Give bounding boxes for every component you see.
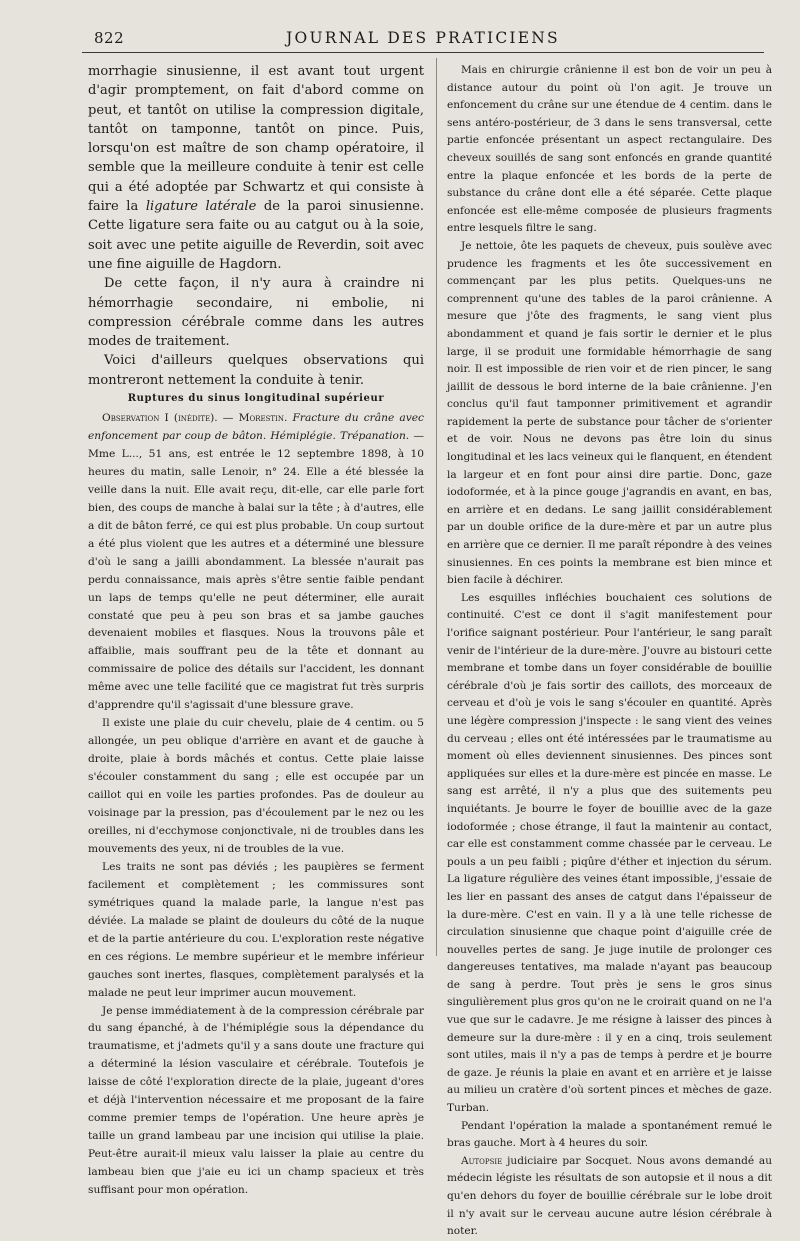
paragraph-text: judiciaire par Socquet. Nous avons demandé au médecin légiste les résultats de son autopsie et il nous a dit qu'en dehors du foyer de bouillie cérébrale sur le lobe droit il n'y avait sur le cerveau aucune autre lésion cérébrale à noter.: [447, 1154, 773, 1238]
left-column: [88, 62, 424, 1199]
column-divider: [436, 58, 437, 956]
right-column: [447, 62, 772, 1241]
observation-text: [88, 409, 424, 1199]
paragraph: Pendant l'opération la malade a spontanément remué le bras gauche. Mort à 4 heures du soir.: [447, 1119, 772, 1150]
observation-label: Observation I (inédite). —: [102, 411, 234, 425]
paragraph: [88, 62, 424, 274]
paragraph: [447, 1153, 772, 1241]
paragraph-text: morrhagie sinusienne, il est avant tout urgent d'agir promptement, on fait d'abord comme on peut, et tantôt on utilise la compression digitale, tantôt on tamponne, tantôt on pince. Puis, lorsqu'on est maître de son champ opératoire, il semble que la meilleure conduite à tenir est celle qui a été adoptée par Schwartz et qui consiste à faire la: [88, 64, 424, 215]
paragraph: Voici d'ailleurs quelques observations qui montreront nettement la conduite à tenir.: [88, 353, 424, 388]
paragraph: Les esquilles infléchies bouchaient ces solutions de continuité. C'est ce dont il s'agit manifestement pour l'orifice saignant postérieur. Pour l'antérieur, le sang paraît venir de l'intérieur de la dure-mère. J'ouvre au bistouri cette membrane et tombe dans un foyer considérable de bouillie cérébrale d'où je fais sortir des caillots, des morceaux de cerveau et d'où je vois le sang s'écouler en quantité. Après une légère compression j'inspecte : le sang vient des veines du cerveau ; elles ont été intéressées par le traumatisme au moment où elles deviennent sinusiennes. Des pinces sont appliquées sur elles et la dure-mère est pincée en masse. Le sang est arrêté, il n'y a plus que des suitements peu inquiétants. Je bourre le foyer de bouillie avec de la gaze iodoformée ; chose étrange, il faut la maintenir au contact, car elle est constamment comme chassée par le cerveau. Le pouls a un peu faibli ; piqûre d'éther et injection du sérum. La ligature régulière des veines étant impossible, j'essaie de les lier en passant des anses de catgut dans l'épaisseur de la dure-mère. C'est en vain. Il y a là une telle richesse de circulation sinusienne que chaque point d'aiguille crée de nouvelles pertes de sang. Je juge inutile de prolonger ces dangereuses tentatives, ma malade n'ayant pas beaucoup de sang à perdre. Tout près je sens le gros sinus singulièrement plus gros qu'on ne le croirait quand on ne l'a vue que sur le cadavre. Je me résigne à laisser des pinces à demeure sur la dure-mère : il y en a cinq, trois seulement sont utiles, mais il n'y a pas de temps à perdre et je bourre de gaze. Je réunis la plaie en avant et en arrière et je laisse au milieu un cratère d'où sortent pinces et mèches de gaze. Turban.: [447, 591, 772, 1115]
paragraph-text: — Mme L..., 51 ans, est entrée le 12 septembre 1898, à 10 heures du matin, salle Lenoir, n° 24. Elle a été blessée la veille dans la nuit. Elle avait reçu, dit-elle, car elle parle fort bien, des coups de manche à balai sur la tête ; à d'autres, elle a dit de bâton ferré, ce qui est plus probable. Un coup surtout a été plus violent que les autres et a déterminé une blessure d'où le sang a jailli abondamment. La blessée n'aurait pas perdu connaissance, mais après s'être sentie faible pendant un laps de temps qu'elle ne peut déterminer, elle aurait constaté que peu à peu son bras et sa jambe gauches devenaient mobiles et flasques. Nous la trouvons pâle et affaiblie, mais souffrant peu de la tête et donnant au commissaire de police des détails sur l'accident, les donnant même avec une telle facilité que ce magistrat fut très surpris d'apprendre qu'il s'agissait d'une blessure grave.: [88, 429, 424, 712]
paragraph: Je nettoie, ôte les paquets de cheveux, puis soulève avec prudence les fragments et les ôte successivement en commençant par les plus petits. Quelques-uns ne comprennent qu'une des tables de la paroi crânienne. A mesure que j'ôte des fragments, le sang vient plus abondamment et quand je fais sortir le dernier et le plus large, il se produit une formidable hémorrhagie de sang noir. Il est impossible de rien voir et de rien pincer, le sang jaillit de dessous le bord interne de la baie crânienne. J'en conclus qu'il faut tamponner primitivement et agrandir rapidement la perte de substance pour tâcher de s'orienter et de voir. Nous ne devons pas être loin du sinus longitudinal et les lacs veineux qui le flanquent, en étendent la largeur et en font pour ainsi dire partie. Donc, gaze iodoformée, et à la pince gouge j'agrandis en avant, en bas, en arrière et en dedans. Le sang jaillit considérablement par un double orifice de la dure-mère et par un autre plus en arrière que ce dernier. Il me paraît répondre à des veines sinusiennes. En ces points la membrane est bien mince et bien facile à déchirer.: [447, 239, 772, 587]
paragraph: Les traits ne sont pas déviés ; les paupières se ferment facilement et complètement ; les commissures sont symétriques quand la malade parle, la langue n'est pas déviée. La malade se plaint de douleurs du côté de la nuque et de la partie antérieure du cou. L'exploration reste négative en ces régions. Le membre supérieur et le membre inférieur gauches sont inertes, flasques, complètement paralysés et la malade ne peut leur imprimer aucun mouvement.: [88, 859, 424, 999]
paragraph: Je pense immédiatement à de la compression cérébrale par du sang épanché, à de l'hémiplégie sous la dépendance du traumatisme, et j'admets qu'il y a sans doute une fracture qui a déterminé la lésion vasculaire et cérébrale. Toutefois je laisse de côté l'exploration directe de la plaie, jugeant d'ores et déjà l'intervention nécessaire et me proposant de la faire comme premier temps de l'opération. Une heure après je taille un grand lambeau par une incision qui utilise la plaie. Peut-être aurait-il mieux valu laisser la plaie au centre du lambeau bien que j'aie eu ici un champ spacieux et très suffisant pour mon opération.: [88, 1003, 424, 1197]
paragraph: Mais en chirurgie crânienne il est bon de voir un peu à distance autour du point où l'on agit. Je trouve un enfoncement du crâne sur une étendue de 4 centim. dans le sens antéro-postérieur, de 3 dans le sens transversal, cette partie enfoncée présentant un aspect rectangulaire. Des cheveux souillés de sang sont enfoncés en grande quantité entre la plaque enfoncée et les bords de la perte de substance du crâne dont elle a été séparée. Cette plaque enfoncée est elle-même composée de plusieurs fragments entre lesquels filtre le sang.: [447, 64, 772, 235]
observation-author: Morestin.: [238, 411, 288, 425]
paragraph-text: de la paroi sinusienne. Cette ligature sera faite ou au catgut ou à la soie, soit avec une petite aiguille de Reverdin, soit avec une fine aiguille de Hagdorn.: [88, 199, 424, 272]
paragraph: De cette façon, il n'y aura à craindre ni hémorrhagie secondaire, ni embolie, ni compression cérébrale comme dans les autres modes de traitement.: [88, 276, 424, 350]
paragraph: Il existe une plaie du cuir chevelu, plaie de 4 centim. ou 5 allongée, un peu oblique d'arrière en avant et de gauche à droite, plaie à bords mâchés et contus. Cette plaie laisse s'écouler constamment du sang ; elle est occupée par un caillot qui en voile les parties profondes. Pas de douleur au voisinage par la pression, pas d'écoulement par le nez ou les oreilles, ni d'ecchymose conjonctivale, ni de troubles dans les mouvements des yeux, ni de troubles de la vue.: [88, 716, 424, 855]
emphasis-text: ligature latérale: [145, 199, 257, 215]
left-intro-text: [88, 62, 424, 390]
page-number: 822: [94, 29, 125, 47]
observation-title: Fracture du crâne avec enfoncement par coup de bâton. Hémiplégie. Trépanation.: [88, 411, 424, 442]
journal-title: JOURNAL DES PRATICIENS: [286, 29, 560, 47]
paragraph: [88, 409, 424, 714]
page-header: [82, 26, 764, 53]
section-heading: Ruptures du sinus longitudinal supérieur: [127, 393, 385, 405]
autopsy-label: Autopsie: [461, 1154, 503, 1167]
